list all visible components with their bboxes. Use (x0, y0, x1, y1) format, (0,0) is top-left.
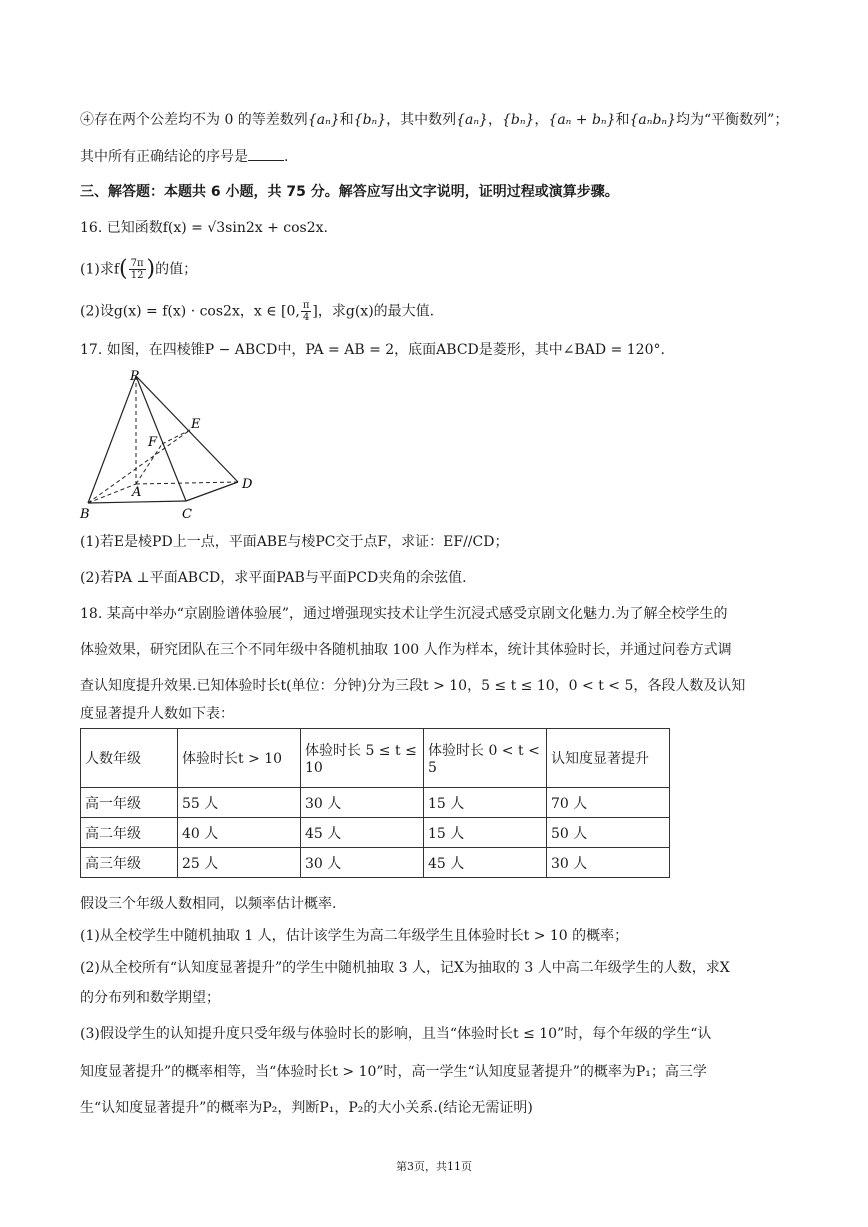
q16-stem: 16. 已知函数f(x) = √3sin2x + cos2x. (80, 220, 328, 236)
q18-part1: (1)从全校学生中随机抽取 1 人，估计该学生为高二年级学生且体验时长t > 10 的概率； (80, 928, 629, 944)
q18-line1: 18. 某高中举办“京剧脸谱体验展”，通过增强现实技术让学生沉浸式感受京剧文化魅力.为了解全校学生的 (80, 606, 728, 622)
table-cell: 55 人 (178, 788, 301, 818)
q16-part2: (2)设g(x) = f(x) · cos2x，x ∈ [0, $\frac{\pi}{4}$ ]，求g(x)的最大值. (80, 300, 435, 323)
edge-fe (162, 430, 190, 444)
table-header-cell: 体验时长 5 ≤ t ≤ 10 (301, 729, 424, 788)
label-d: D (242, 477, 253, 492)
table-header-cell: 人数年级 (81, 729, 178, 788)
statement-4: ④存在两个公差均不为 0 的等差数列{aₙ}和{bₙ}，其中数列{aₙ}，{bₙ}，{aₙ + bₙ}和{aₙbₙ}均为“平衡数列”； (80, 112, 789, 128)
q17-stem: 17. 如图，在四棱锥P − ABCD中，PA = AB = 2，底面ABCD是菱形，其中∠BAD = 120°. (80, 342, 665, 358)
label-c: C (182, 507, 192, 522)
answer-blank (248, 146, 284, 161)
label-a: A (132, 485, 142, 500)
edge-pd (136, 376, 238, 482)
fraction-pi-4: $\frac{\pi}{4}$ (302, 300, 310, 323)
table-cell: 15 人 (424, 788, 547, 818)
label-e: E (191, 417, 201, 432)
table-cell: 45 人 (301, 818, 424, 848)
edge-af (136, 444, 162, 484)
table-cell: 50 人 (547, 818, 670, 848)
table-cell: 30 人 (301, 848, 424, 878)
edge-ad (136, 482, 238, 484)
table-header-cell: 体验时长 0 < t < 5 (424, 729, 547, 788)
label-f: F (148, 435, 158, 450)
experience-table (80, 728, 670, 878)
table-row (81, 818, 670, 848)
table-cell: 70 人 (547, 788, 670, 818)
table-cell: 30 人 (301, 788, 424, 818)
table-cell: 高二年级 (81, 818, 178, 848)
q18-assumption: 假设三个年级人数相同，以频率估计概率. (80, 896, 337, 912)
q18-line2: 体验效果，研究团队在三个不同年级中各随机抽取 100 人作为样本，统计其体验时长，并通过问卷方式调 (80, 642, 732, 658)
section-3-heading: 三、解答题：本题共 6 小题，共 75 分。解答应写出文字说明，证明过程或演算步骤。 (80, 184, 619, 200)
table-cell: 40 人 (178, 818, 301, 848)
table-cell: 高三年级 (81, 848, 178, 878)
q17-part2: (2)若PA ⊥平面ABCD，求平面PAB与平面PCD夹角的余弦值. (80, 570, 467, 586)
q18-part2-line2: 的分布列和数学期望； (80, 990, 220, 1006)
q17-part1: (1)若E是棱PD上一点，平面ABE与棱PC交于点F，求证：EF//CD； (80, 534, 509, 550)
label-p: P (130, 369, 139, 384)
table-cell: 45 人 (424, 848, 547, 878)
q18-part3-line2: 知度显著提升”的概率相等，当“体验时长t > 10”时，高一学生“认知度显著提升”的概率为P₁；高三学 (80, 1064, 707, 1080)
table-header-row (81, 729, 670, 788)
q18-line3: 查认知度提升效果.已知体验时长t(单位：分钟)分为三段t > 10，5 ≤ t ≤ 10，0 < t < 5，各段人数及认知 (80, 678, 746, 694)
edge-ab (88, 484, 136, 503)
edge-bc (88, 501, 186, 503)
table-row (81, 788, 670, 818)
edge-pb (88, 376, 136, 503)
q18-part3-line1: (3)假设学生的认知提升度只受年级与体验时长的影响，且当“体验时长t ≤ 10”时，每个年级的学生“认 (80, 1026, 712, 1042)
label-b: B (80, 507, 90, 522)
fraction-7pi-12: $\frac{7\pi}{12}$ (130, 258, 144, 281)
table-row (81, 848, 670, 878)
table-header-cell: 认知度显著提升 (547, 729, 670, 788)
table-header-cell: 体验时长t > 10 (178, 729, 301, 788)
q18-part2-line1: (2)从全校所有“认知度显著提升”的学生中随机抽取 3 人，记X为抽取的 3 人中高二年级学生的人数，求X (80, 960, 730, 976)
table-cell: 15 人 (424, 818, 547, 848)
q18-part3-line3: 生“认知度显著提升”的概率为P₂，判断P₁，P₂的大小关系.(结论无需证明) (80, 1100, 533, 1116)
page-footer: 第3页，共11页 (396, 1160, 472, 1173)
q18-line4: 度显著提升人数如下表： (80, 706, 234, 722)
q16-part1: (1)求f( $\frac{7\pi}{12}$ )的值； (80, 256, 198, 282)
edge-cd (186, 482, 238, 501)
table-cell: 25 人 (178, 848, 301, 878)
table-cell: 高一年级 (81, 788, 178, 818)
answer-prompt: 其中所有正确结论的序号是 . (80, 146, 288, 167)
edge-pc (136, 376, 186, 501)
pyramid-figure (78, 368, 278, 528)
table-cell: 30 人 (547, 848, 670, 878)
